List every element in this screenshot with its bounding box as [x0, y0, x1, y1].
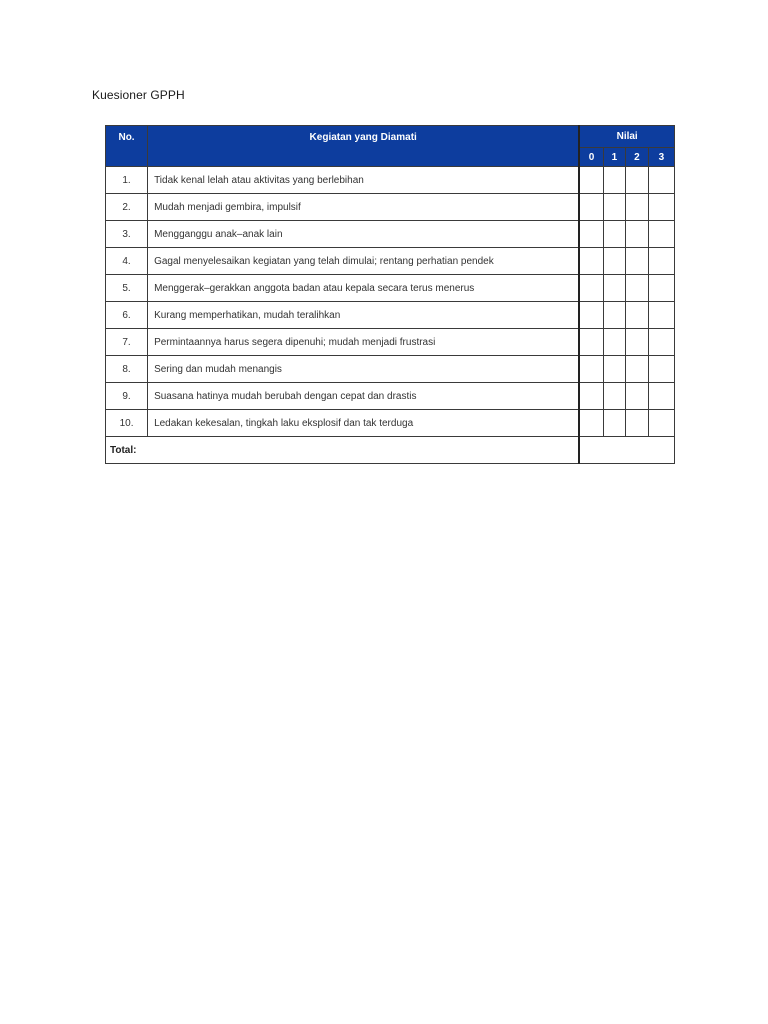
score-cell-3[interactable]	[648, 329, 674, 356]
score-cell-1[interactable]	[603, 275, 625, 302]
score-cell-2[interactable]	[625, 275, 648, 302]
score-cell-3[interactable]	[648, 248, 674, 275]
score-cell-1[interactable]	[603, 383, 625, 410]
row-number: 3.	[106, 221, 148, 248]
table-row	[106, 248, 675, 275]
row-number: 5.	[106, 275, 148, 302]
score-cell-3[interactable]	[648, 194, 674, 221]
row-number: 6.	[106, 302, 148, 329]
table-row	[106, 356, 675, 383]
score-cell-3[interactable]	[648, 356, 674, 383]
row-activity: Mudah menjadi gembira, impulsif	[148, 194, 580, 221]
score-cell-1[interactable]	[603, 194, 625, 221]
total-value-cell[interactable]	[579, 437, 674, 464]
score-cell-3[interactable]	[648, 383, 674, 410]
table-row	[106, 221, 675, 248]
score-cell-1[interactable]	[603, 167, 625, 194]
table-row	[106, 410, 675, 437]
row-activity: Sering dan mudah menangis	[148, 356, 580, 383]
score-level-0: 0	[579, 148, 603, 167]
table-body	[106, 167, 675, 437]
score-cell-0[interactable]	[579, 167, 603, 194]
header-no: No.	[106, 126, 148, 167]
row-activity: Menggerak–gerakkan anggota badan atau kepala secara terus menerus	[148, 275, 580, 302]
score-cell-2[interactable]	[625, 194, 648, 221]
score-cell-1[interactable]	[603, 356, 625, 383]
score-cell-2[interactable]	[625, 167, 648, 194]
row-number: 10.	[106, 410, 148, 437]
table-row	[106, 194, 675, 221]
row-activity: Kurang memperhatikan, mudah teralihkan	[148, 302, 580, 329]
row-activity: Mengganggu anak–anak lain	[148, 221, 580, 248]
score-cell-3[interactable]	[648, 167, 674, 194]
score-cell-1[interactable]	[603, 329, 625, 356]
score-cell-2[interactable]	[625, 302, 648, 329]
table-row	[106, 167, 675, 194]
score-cell-2[interactable]	[625, 221, 648, 248]
score-cell-1[interactable]	[603, 248, 625, 275]
score-cell-0[interactable]	[579, 302, 603, 329]
document-title: Kuesioner GPPH	[92, 88, 185, 102]
score-cell-3[interactable]	[648, 302, 674, 329]
table-row	[106, 383, 675, 410]
row-number: 8.	[106, 356, 148, 383]
score-cell-2[interactable]	[625, 248, 648, 275]
table-row	[106, 329, 675, 356]
score-level-1: 1	[603, 148, 625, 167]
header-row	[106, 126, 675, 148]
score-cell-0[interactable]	[579, 221, 603, 248]
row-number: 1.	[106, 167, 148, 194]
row-activity: Suasana hatinya mudah berubah dengan cepat dan drastis	[148, 383, 580, 410]
score-cell-0[interactable]	[579, 275, 603, 302]
score-cell-1[interactable]	[603, 221, 625, 248]
score-cell-3[interactable]	[648, 221, 674, 248]
total-label: Total:	[106, 437, 580, 464]
score-cell-0[interactable]	[579, 329, 603, 356]
score-cell-1[interactable]	[603, 302, 625, 329]
row-activity: Permintaannya harus segera dipenuhi; mudah menjadi frustrasi	[148, 329, 580, 356]
questionnaire-table	[105, 125, 675, 464]
score-cell-2[interactable]	[625, 410, 648, 437]
header-activity: Kegiatan yang Diamati	[148, 126, 580, 167]
score-cell-0[interactable]	[579, 410, 603, 437]
table-row	[106, 302, 675, 329]
score-cell-3[interactable]	[648, 275, 674, 302]
score-cell-0[interactable]	[579, 356, 603, 383]
row-number: 7.	[106, 329, 148, 356]
score-cell-2[interactable]	[625, 356, 648, 383]
score-cell-0[interactable]	[579, 383, 603, 410]
score-cell-0[interactable]	[579, 248, 603, 275]
row-number: 4.	[106, 248, 148, 275]
score-level-3: 3	[648, 148, 674, 167]
score-cell-3[interactable]	[648, 410, 674, 437]
row-activity: Ledakan kekesalan, tingkah laku eksplosif dan tak terduga	[148, 410, 580, 437]
score-cell-1[interactable]	[603, 410, 625, 437]
row-number: 9.	[106, 383, 148, 410]
row-number: 2.	[106, 194, 148, 221]
score-cell-2[interactable]	[625, 329, 648, 356]
row-activity: Tidak kenal lelah atau aktivitas yang berlebihan	[148, 167, 580, 194]
score-level-2: 2	[625, 148, 648, 167]
table-row	[106, 275, 675, 302]
score-cell-0[interactable]	[579, 194, 603, 221]
score-cell-2[interactable]	[625, 383, 648, 410]
total-row	[106, 437, 675, 464]
header-score: Nilai	[579, 126, 674, 148]
row-activity: Gagal menyelesaikan kegiatan yang telah dimulai; rentang perhatian pendek	[148, 248, 580, 275]
